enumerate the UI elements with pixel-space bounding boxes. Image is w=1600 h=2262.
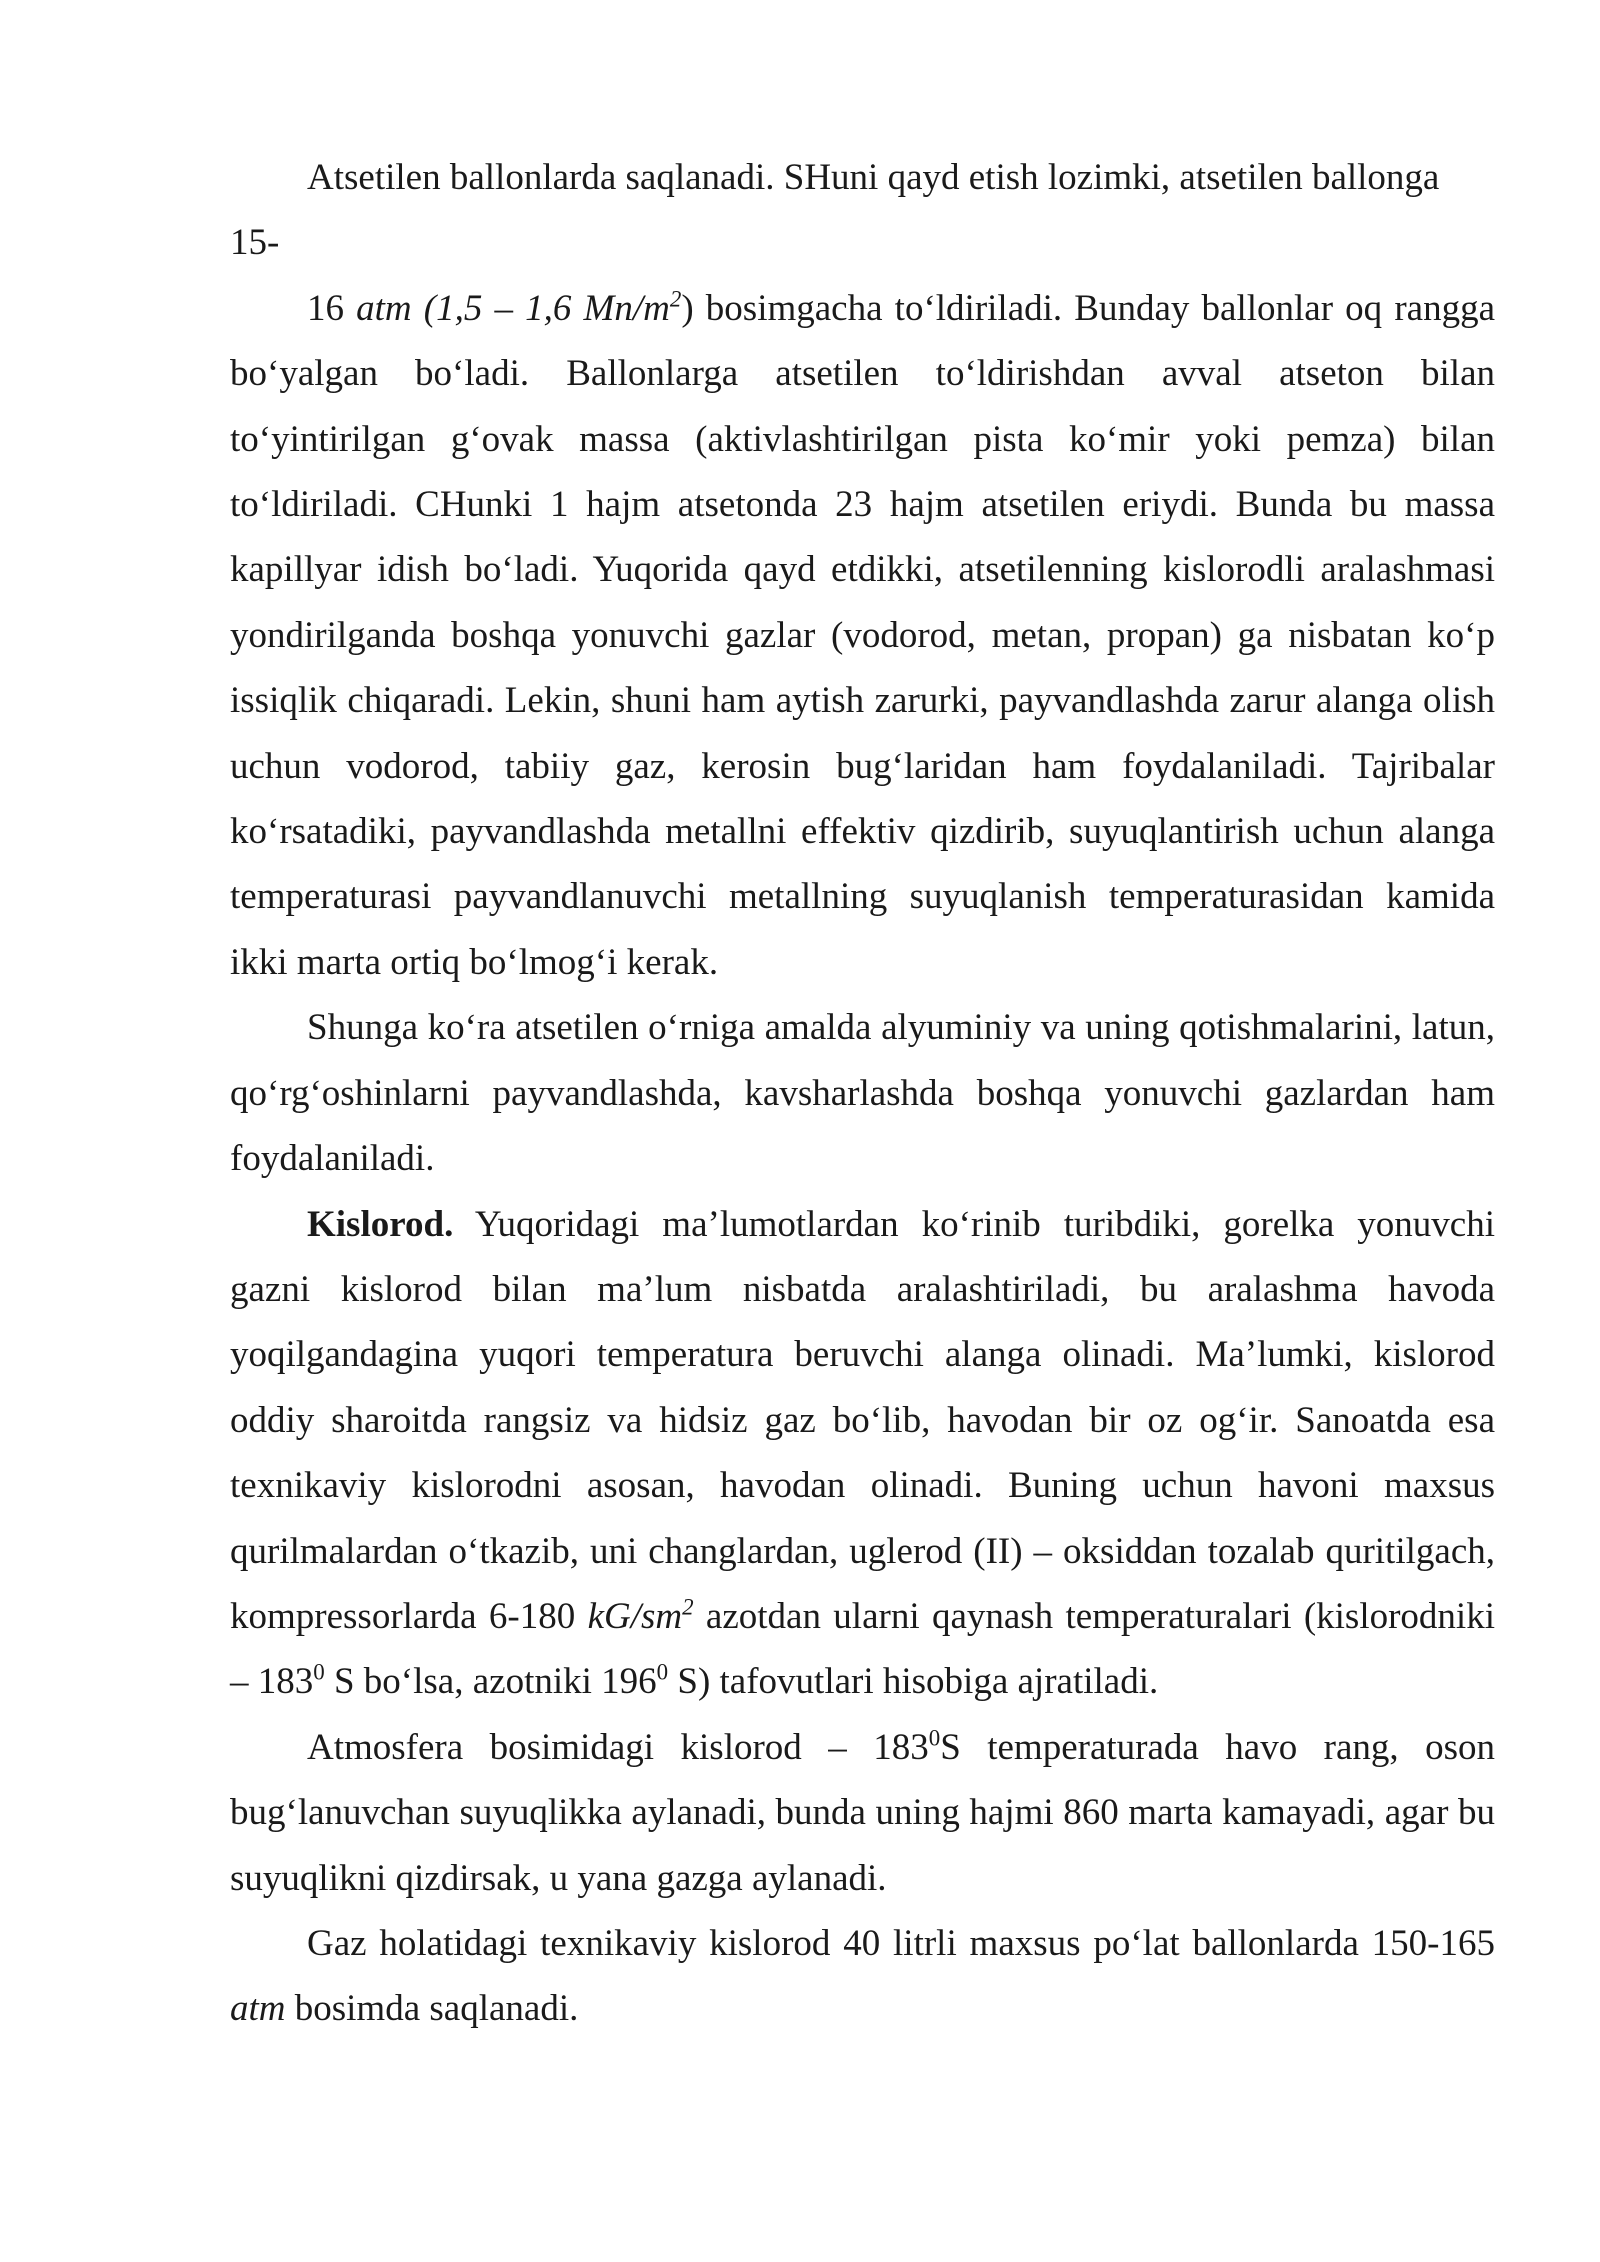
paragraph-3: Shunga ko‘ra atsetilen o‘rniga amalda alyuminiy va uning qotishmalarini, latun, qo‘rg‘oshinlarni payvandlashda, kavsharlashda boshqa yonuvchi gazlardan ham foydalaniladi. (230, 1007, 1495, 1180)
pressure-range: (1,5 – 1,6 $Mn/m^2$ (411, 286, 682, 329)
paragraph-2-body: bo‘yalgan bo‘ladi. Ballonlarga atsetilen to‘ldirishdan avval atseton bilan to‘yintirilgan g‘ovak massa (aktivlashtirilgan pista ko‘mir yoki pemza) bilan to‘ldiriladi. CHunki 1 hajm atsetonda 23 hajm atsetilen eriydi. Bunda bu massa kapillyar idish bo‘ladi. Yuqorida qayd etdikki, atsetilenning kislorodli aralashmasi yondirilganda boshqa yonuvchi gazlar (vodorod, metan, propan) ga nisbatan ko‘p issiqlik chiqaradi. Lekin, shuni ham aytish zarurki, payvandlashda zarur alanga olish uchun vodorod, tabiiy gaz, kerosin bug‘laridan ham foydalaniladi. Tajribalar ko‘rsatadiki, payvandlashda metallni effektiv qizdirib, suyuqlantirish uchun alanga temperaturasi payvandlanuvchi metallning suyuqlanish temperaturasidan kamida ikki marta ortiq bo‘lmog‘i kerak. (230, 353, 1495, 983)
paragraph-6: Gaz holatidagi texnikaviy kislorod 40 litrli maxsus po‘lat ballonlarda 150-165 atm bosimda saqlanadi. (230, 1922, 1495, 2030)
paragraph-1 (230, 145, 1495, 210)
section-heading-kislorod: Kislorod. (307, 1203, 454, 1245)
paragraph-kislorod: Kislorod. Yuqoridagi ma’lumotlardan ko‘rinib turibdiki, gorelka yonuvchi gazni kislorod bilan ma’lum nisbatda aralashtiriladi, bu aralashma havoda yoqilgandagina yuqori temperatura beruvchi alanga olinadi. Ma’lumki, kislorod oddiy sharoitda rangsiz va hidsiz gaz bo‘lib, havodan bir oz og‘ir. Sanoatda esa texnikaviy kislorodni asosan, havodan olinadi. Buning uchun havoni maxsus qurilmalardan o‘tkazib, uni changlardan, uglerod (II) – oksiddan tozalab quritilgach, kompressorlarda 6-180 $kG/sm^2$ azotdan ularni qaynash temperaturalari (kislorodniki – $183^0$ S bo‘lsa, azotniki $196^0$ S) tafovutlari hisobiga ajratiladi. (230, 1203, 1495, 1703)
paragraph-1-continuation: 15- (230, 222, 280, 264)
unit-kg-sm2: $kG/sm^2$ (587, 1594, 694, 1637)
unit-atm: atm (356, 287, 412, 329)
paragraph-1-line-1: Atsetilen ballonlarda saqlanadi. SHuni qayd etish lozimki, atsetilen ballonga (307, 157, 1440, 198)
unit-atm-2: atm (230, 1988, 286, 2030)
paragraph-5: Atmosfera bosimidagi kislorod – $183^0S$ temperaturada havo rang, oson bug‘lanuvchan suyuqlikka aylanadi, bunda uning hajmi 860 marta kamayadi, agar bu suyuqlikni qizdirsak, u yana gazga aylanadi. (230, 1725, 1495, 1899)
paragraph-2: 16 atm (1,5 – 1,6 $Mn/m^2$) bosimgacha to‘ldiriladi. Bunday ballonlar oq rangga bo‘yalgan bo‘ladi. Ballonlarga atsetilen to‘ldirishdan avval atseton bilan to‘yintirilgan g‘ovak massa (aktivlashtirilgan pista ko‘mir yoki pemza) bilan to‘ldiriladi. CHunki 1 hajm atsetonda 23 hajm atsetilen eriydi. Bunda bu massa kapillyar idish bo‘ladi. Yuqorida qayd etdikki, atsetilenning kislorodli aralashmasi yondirilganda boshqa yonuvchi gazlar (vodorod, metan, propan) ga nisbatan ko‘p issiqlik chiqaradi. Lekin, shuni ham aytish zarurki, payvandlashda zarur alanga olish uchun vodorod, tabiiy gaz, kerosin bug‘laridan ham foydalaniladi. Tajribalar ko‘rsatadiki, payvandlashda metallni effektiv qizdirib, suyuqlantirish uchun alanga temperaturasi payvandlanuvchi metallning suyuqlanish temperaturasidan kamida ikki marta ortiq bo‘lmog‘i kerak. (230, 286, 1495, 983)
document-text (230, 145, 1495, 2042)
